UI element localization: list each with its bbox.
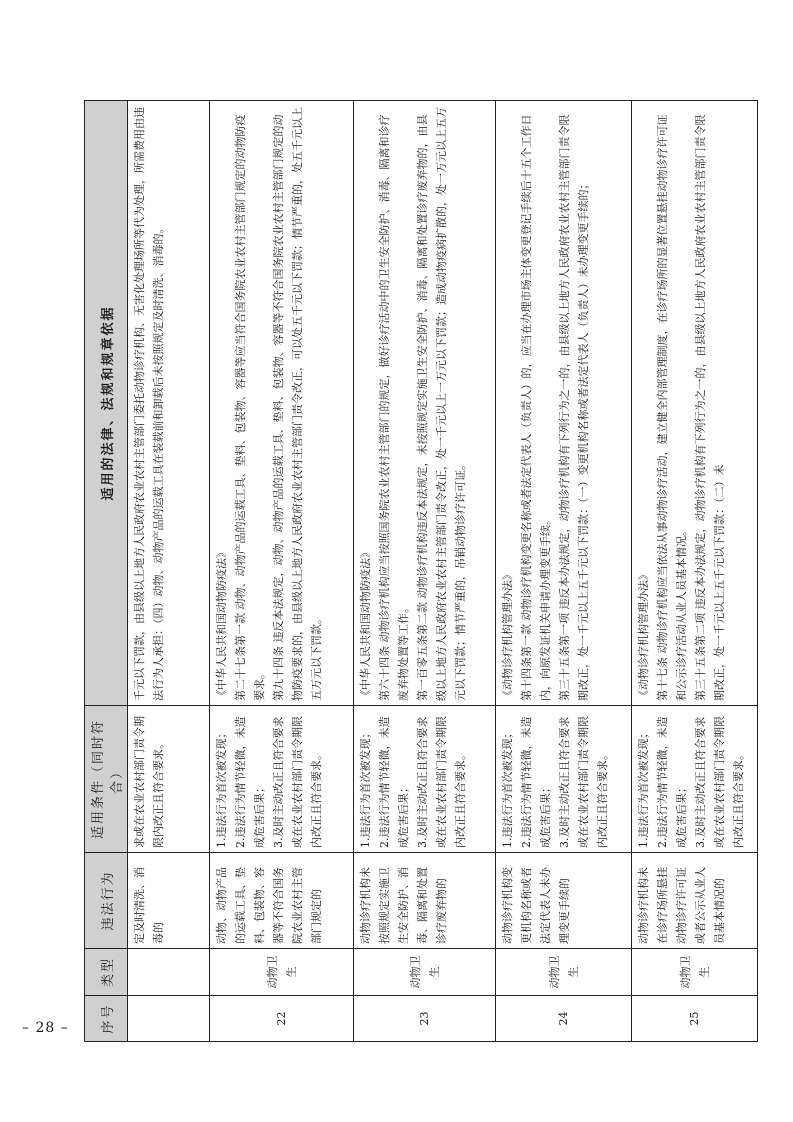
law-text: 第十七条 动物诊疗机构应当依法从事动物诊疗活动，建立健全内部管理制度，在诊疗场所的显著位置悬挂动物诊疗许可证和公示诊疗活动从业人员基本情况。 第三十五条第二项 违反本办法规定，动物诊疗机构有下列行为之一的，由县级以上地方人民政府农业农村主管部门责令限期改正，处一千元以上五千元以下罚款：（二）未 xyxy=(656,114,726,701)
law-title: 《动物诊疗机构管理办法》 xyxy=(501,569,514,701)
header-law: 适用的法律、法规和规章依据 xyxy=(85,101,128,706)
row-seq: 25 xyxy=(632,996,758,1042)
law-text: 第十四条第一款 动物诊疗机构变更名称或者法定代表人（负责人）的，应当在办理市场主体变更登记手续后十五个工作日内，向原发证机关申请办理变更手续。 第三十五条第一项 违反本办法规定，动物诊疗机构有下列行为之一的，由县级以上地方人民政府农业农村主管部门责令限期改正，处一千元以上五千元以下罚款：（一）变更机构名称或者法定代表人（负责人）未办理变更手续的； xyxy=(520,114,590,701)
table-row xyxy=(210,101,354,1042)
row-law xyxy=(128,101,210,706)
table-row xyxy=(496,101,632,1042)
row-law xyxy=(354,101,496,706)
law-title: 《中华人民共和国动物防疫法》 xyxy=(215,547,228,701)
row-seq xyxy=(128,996,210,1042)
row-law xyxy=(496,101,632,706)
table-row xyxy=(354,101,496,1042)
row-type: 动物卫生 xyxy=(354,949,496,996)
row-type: 动物卫生 xyxy=(496,949,632,996)
row-act: 动物诊疗机构未在诊疗场所悬挂动物诊疗许可证或者公示从业人员基本情况的 xyxy=(632,853,758,949)
row-law xyxy=(632,101,758,706)
row-type: 动物卫生 xyxy=(632,949,758,996)
table-body xyxy=(128,101,758,1042)
row-seq: 24 xyxy=(496,996,632,1042)
row-act: 动物诊疗机构变更机构名称或者法定代表人未办理变更手续的 xyxy=(496,853,632,949)
header-type: 类型 xyxy=(85,949,128,996)
row-act: 动物诊疗机构未按照规定实施卫生安全防护、消毒、隔离和处置诊疗废弃物的 xyxy=(354,853,496,949)
row-law xyxy=(210,101,354,706)
row-conditions: 求或在农业农村部门责令期限内改正且符合要求。 xyxy=(128,706,210,853)
page-number: – 28 – xyxy=(22,1020,69,1036)
row-act: 定及时清洗、消毒的 xyxy=(128,853,210,949)
enforcement-table xyxy=(84,100,758,1042)
row-type: 动物卫生 xyxy=(210,949,354,996)
table-row xyxy=(128,101,210,1042)
row-conditions: 1.违法行为首次被发现； 2.违法行为情节轻微，未造成危害后果； 3.及时主动改正且符合要求或在农业农村部门责令期限内改正且符合要求。 xyxy=(354,706,496,853)
law-title: 《中华人民共和国动物防疫法》 xyxy=(359,547,372,701)
header-seq: 序号 xyxy=(85,996,128,1042)
row-conditions: 1.违法行为首次被发现； 2.违法行为情节轻微，未造成危害后果； 3.及时主动改正且符合要求或在农业农村部门责令期限内改正且符合要求。 xyxy=(496,706,632,853)
law-text: 第二十七条第一款 动物、动物产品的运载工具、垫料、包装物、容器等应当符合国务院农业农村主管部门规定的动物防疫要求。 第九十四条 违反本法规定，动物、动物产品的运载工具、垫料、包装物、容器等不符合国务院农业农村主管部门规定的动物防疫要求的，由县级以上地方人民政府农业农村主管部门责令改正，可以处五千元以下罚款；情节严重的，处五千元以上五万元以下罚款。 xyxy=(234,107,323,701)
row-conditions: 1.违法行为首次被发现； 2.违法行为情节轻微，未造成危害后果； 3.及时主动改正且符合要求或在农业农村部门责令期限内改正且符合要求。 xyxy=(210,706,354,853)
header-cond: 适用条件（同时符合） xyxy=(85,706,128,853)
law-text: 千元以下罚款，由县级以上地方人民政府农业农村主管部门委托动物诊疗机构、无害化处理场所等代为处理，所需费用由违法行为人承担：（四）动物、动物产品的运载工具在装载前和卸载后未按照规定及时清洗、消毒的。 xyxy=(133,107,165,701)
row-conditions: 1.违法行为首次被发现； 2.违法行为情节轻微，未造成危害后果； 3.及时主动改正且符合要求或在农业农村部门责令期限内改正且符合要求。 xyxy=(632,706,758,853)
rotated-table-container xyxy=(84,101,745,1042)
header-act: 违法行为 xyxy=(85,853,128,949)
row-act: 动物、动物产品的运载工具、垫料、包装物、容器等不符合国务院农业农村主管部门规定的 xyxy=(210,853,354,949)
law-title: 《动物诊疗机构管理办法》 xyxy=(637,569,650,701)
law-text: 第六十四条 动物诊疗机构应当按照国务院农业农村主管部门的规定，做好诊疗活动中的卫生安全防护、消毒、隔离和诊疗废弃物处置等工作。 第一百零五条第二款 动物诊疗机构违反本法规定，未按照规定实施卫生安全防护、消毒、隔离和处置诊疗废弃物的，由县级以上地方人民政府农业农村主管部门责令改正，处一千元以上一万元以下罚款；造成动物疫病扩散的，处一万元以上五万元以下罚款；情节严重的，吊销动物诊疗许可证。 xyxy=(378,107,467,701)
row-type xyxy=(128,949,210,996)
table-row xyxy=(632,101,758,1042)
table-header-row xyxy=(85,101,128,1042)
row-seq: 23 xyxy=(354,996,496,1042)
row-seq: 22 xyxy=(210,996,354,1042)
